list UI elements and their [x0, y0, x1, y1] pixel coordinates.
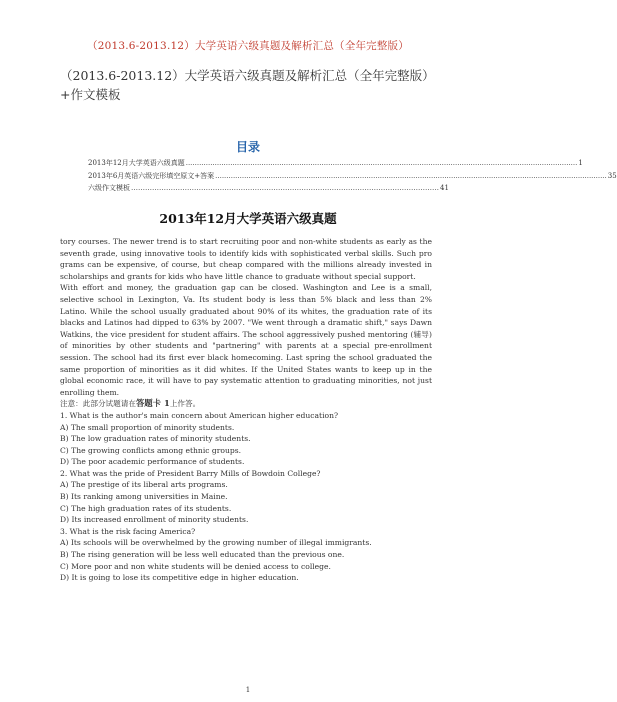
toc-entry-page: 41 — [440, 184, 449, 192]
toc-entry-label: 2013年6月英语六级完形填空原文+答案 — [88, 171, 215, 180]
note-answer-sheet: 答题卡 1 — [135, 398, 170, 409]
toc-leader-dots: ................................................................................................................................................................................ — [215, 171, 607, 180]
toc-entry[interactable] — [88, 157, 583, 170]
answer-option: D) Its increased enrollment of minority students. — [60, 515, 249, 525]
answer-option: A) The small proportion of minority students. — [60, 422, 235, 432]
toc-entry-page: 1 — [578, 159, 583, 167]
note-suffix: 上作答。 — [169, 399, 201, 409]
answer-option: B) The rising generation will be less well educated than the previous one. — [60, 550, 345, 560]
body-paragraph: With effort and money, the graduation gap can be closed. Washington and Lee is a small, selective school in Lexington, Va. Its student body is less than 5% black and less than 2% Latino. While the school usually graduated about 90% of its whites, the graduation rate of its blacks and Latinos had dipped to 63% by 2007. "We went through a dramatic shift," says Dawn Watkins, the vice president for student affairs. The school aggressively pushed mentoring (辅导) of minorities by other students and "partnering" with parents at a special pre-enrollment session. The school had its first ever black homecoming. Last spring the school graduated the same proportion of minorities as it did whites. If the United States wants to keep up in the global economic race, it will have to pay systematic attention to graduating minorities, not just enrolling them. — [60, 283, 432, 397]
section-body — [60, 236, 432, 584]
answer-option: C) The high graduation rates of its students. — [60, 503, 232, 513]
note-prefix: 注意：此部分试题请在 — [60, 399, 136, 409]
question-line: 1. What is the author's main concern about American higher education? — [60, 410, 339, 420]
section-title: 2013年12月大学英语六级真题 — [159, 211, 337, 226]
document-title: （2013.6-2013.12）大学英语六级真题及解析汇总（全年完整版）+作文模板 — [60, 68, 435, 102]
answer-option: A) The prestige of its liberal arts programs. — [60, 480, 228, 490]
question-line: 2. What was the pride of President Barry Mills of Bowdoin College? — [60, 468, 321, 478]
table-of-contents — [88, 157, 617, 195]
toc-entry-page: 35 — [607, 171, 617, 180]
answer-option: B) Its ranking among universities in Maine. — [60, 492, 228, 502]
answer-option: D) The poor academic performance of students. — [60, 457, 245, 467]
toc-entry-label: 六级作文模板 — [88, 184, 130, 192]
toc-heading: 目录 — [235, 140, 260, 154]
answer-option: A) Its schools will be overwhelmed by the growing number of illegal immigrants. — [60, 538, 372, 548]
running-header: （2013.6-2013.12）大学英语六级真题及解析汇总（全年完整版） — [87, 40, 409, 52]
toc-entry[interactable] — [88, 182, 449, 195]
answer-option: C) More poor and non white students will be denied access to college. — [60, 561, 331, 571]
answer-sheet-note — [60, 398, 432, 410]
answer-option: C) The growing conflicts among ethnic groups. — [60, 445, 242, 455]
body-paragraph: tory courses. The newer trend is to start recruiting poor and non-white students as early as the seventh grade, using innovative tools to identify kids with sophisticated verbal skills. Such pro grams can be expensive, of course, but cheap compared with the millions already invested in scholarships and grants for kids who have little chance to graduate without special support. — [60, 237, 432, 281]
answer-option: D) It is going to lose its competitive edge in higher education. — [60, 573, 299, 583]
toc-leader-dots: ................................................................................................................................................................................ — [185, 159, 578, 167]
answer-option: B) The low graduation rates of minority students. — [60, 434, 251, 444]
toc-entry[interactable] — [88, 170, 617, 183]
page-number: 1 — [245, 686, 251, 694]
question-line: 3. What is the risk facing America? — [60, 526, 196, 536]
toc-leader-dots: …………………………………………………………………………………………………………………… — [131, 184, 439, 192]
toc-entry-label: 2013年12月大学英语六级真题 — [88, 159, 185, 167]
